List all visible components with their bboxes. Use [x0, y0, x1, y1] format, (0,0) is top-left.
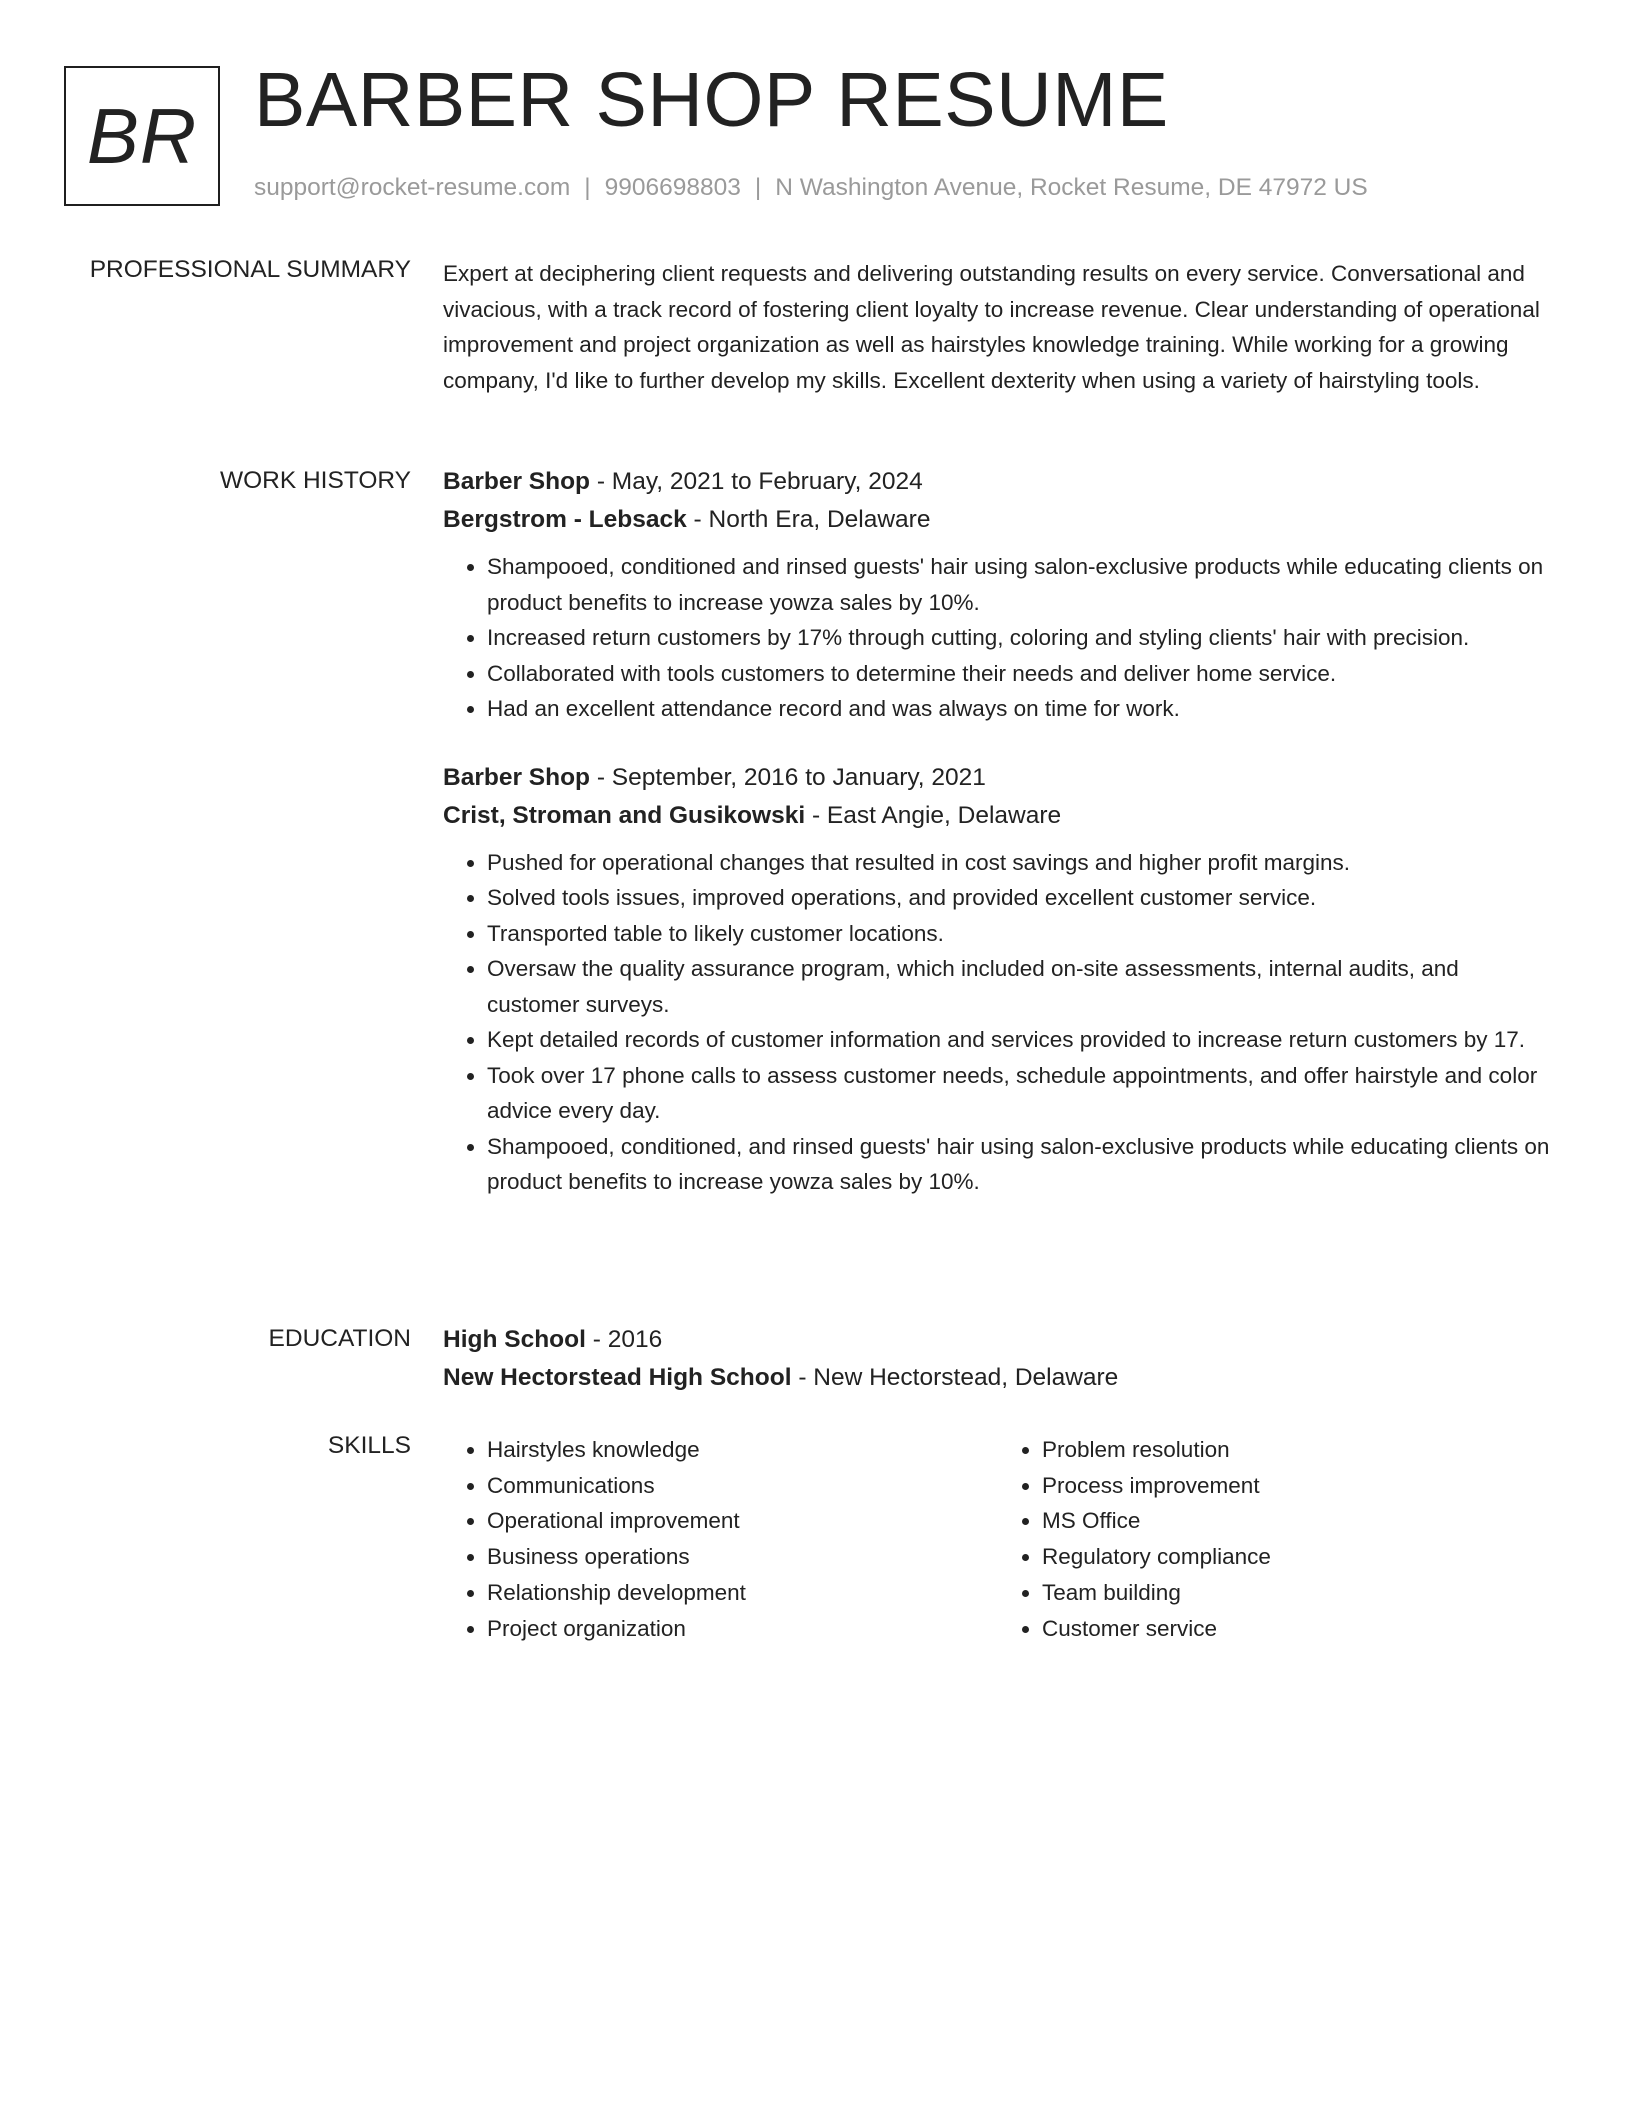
section-title-summary: PROFESSIONAL SUMMARY — [89, 256, 411, 283]
monogram-badge — [64, 66, 220, 206]
job-location: - East Angie, Delaware — [805, 801, 1062, 829]
contact-separator: | — [584, 174, 591, 201]
section-title-education: EDUCATION — [268, 1325, 411, 1352]
summary-body — [443, 256, 1553, 398]
education-school: New Hectorstead High School — [443, 1364, 792, 1391]
list-item: • Pushed for operational changes that resulted in cost savings and higher profit margins. — [487, 845, 1553, 881]
list-item: • Kept detailed records of customer information and services provided to increase return customers by 17. — [487, 1022, 1553, 1058]
skill-item: • Project organization — [487, 1611, 998, 1647]
skill-item: • Regulatory compliance — [1042, 1539, 1553, 1575]
skill-item: • MS Office — [1042, 1503, 1553, 1539]
contact-email[interactable]: support@rocket-resume.com — [254, 174, 571, 201]
job-entry — [443, 463, 1553, 727]
resume-title: BARBER SHOP RESUME — [254, 57, 1169, 143]
education-year: - 2016 — [585, 1326, 663, 1353]
education-degree: High School — [443, 1326, 586, 1353]
job-role: Barber Shop — [443, 763, 591, 791]
list-item: • Transported table to likely customer locations. — [487, 916, 1553, 952]
skill-item: • Hairstyles knowledge — [487, 1432, 998, 1468]
skill-item: • Operational improvement — [487, 1503, 998, 1539]
skill-item: • Business operations — [487, 1539, 998, 1575]
skill-item: • Customer service — [1042, 1611, 1553, 1647]
education-school-line — [443, 1359, 1553, 1397]
list-item: • Collaborated with tools customers to determine their needs and deliver home service. — [487, 656, 1553, 692]
summary-text: Expert at deciphering client requests and delivering outstanding results on every service. Conversational and vivacious, with a track record of fostering client loyalty to increase revenue. Clear understanding of operational improvement and project organization as well as hairstyles knowledge training. While working for a growing company, I'd like to further develop my skills. Excellent dexterity when using a variety of hairstyling tools. — [443, 261, 1540, 393]
job-dates: - September, 2016 to January, 2021 — [590, 763, 986, 791]
skills-body — [443, 1432, 1553, 1646]
list-item: • Shampooed, conditioned and rinsed guests' hair using salon-exclusive products while educating clients on product benefits to increase yowza sales by 10%. — [487, 549, 1553, 620]
section-title-skills: SKILLS — [327, 1432, 411, 1459]
job-role: Barber Shop — [443, 468, 591, 495]
section-title-work-history: WORK HISTORY — [219, 467, 411, 494]
job-dates: - May, 2021 to February, 2024 — [590, 468, 923, 495]
education-location: - New Hectorstead, Delaware — [791, 1364, 1119, 1391]
contact-line — [254, 174, 1368, 202]
skills-list-left — [443, 1432, 998, 1646]
job-bullets — [443, 549, 1553, 727]
education-body — [443, 1321, 1553, 1397]
monogram-initials: BR — [86, 91, 198, 180]
list-item: • Oversaw the quality assurance program, which included on-site assessments, internal audits, and customer surveys. — [487, 951, 1553, 1022]
list-item: • Took over 17 phone calls to assess customer needs, schedule appointments, and offer hairstyle and color advice every day. — [487, 1058, 1553, 1129]
skill-item: • Relationship development — [487, 1575, 998, 1611]
education-degree-line — [443, 1321, 1553, 1359]
skill-item: • Problem resolution — [1042, 1432, 1553, 1468]
list-item: • Solved tools issues, improved operations, and provided excellent customer service. — [487, 880, 1553, 916]
job-bullets — [443, 845, 1553, 1200]
job-company-line — [443, 501, 1553, 539]
job-company-line — [443, 797, 1553, 835]
list-item: • Had an excellent attendance record and was always on time for work. — [487, 691, 1553, 727]
contact-separator: | — [754, 174, 762, 201]
skill-item: • Communications — [487, 1468, 998, 1504]
work-history-body — [443, 463, 1553, 1200]
job-role-line — [443, 463, 1553, 501]
skills-list-right — [998, 1432, 1553, 1646]
list-item: • Increased return customers by 17% through cutting, coloring and styling clients' hair with precision. — [487, 620, 1553, 656]
skill-item: • Process improvement — [1042, 1468, 1553, 1504]
skill-item: • Team building — [1042, 1575, 1553, 1611]
list-item: • Shampooed, conditioned, and rinsed guests' hair using salon-exclusive products while educating clients on product benefits to increase yowza sales by 10%. — [487, 1129, 1553, 1200]
job-role-line — [443, 759, 1553, 797]
job-entry — [443, 759, 1553, 1200]
job-company: Bergstrom - Lebsack — [443, 506, 687, 533]
job-company: Crist, Stroman and Gusikowski — [443, 801, 806, 829]
contact-address: N Washington Avenue, Rocket Resume, DE 47972 US — [775, 174, 1368, 201]
contact-phone[interactable]: 9906698803 — [604, 174, 741, 201]
job-location: - North Era, Delaware — [686, 506, 931, 533]
